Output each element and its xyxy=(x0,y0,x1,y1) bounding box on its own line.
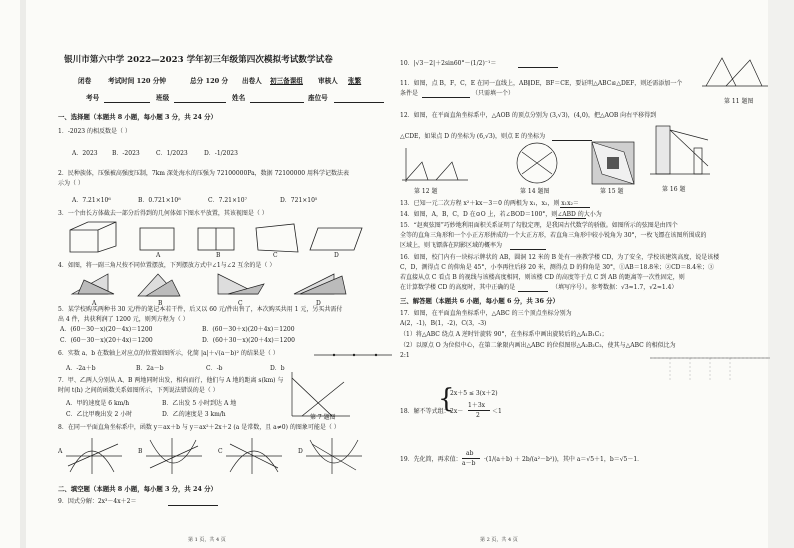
q3-figures xyxy=(68,220,368,254)
q8-label-b: B xyxy=(138,448,143,455)
question-15-line3: 区域上，则飞镖落在阴影区域的概率为 xyxy=(400,242,503,249)
meta-reviewer-label: 审核人 xyxy=(318,77,338,85)
q19-denominator: a－b xyxy=(462,460,476,467)
q6-option-c: C．-b xyxy=(206,365,223,372)
question-13: 13．已知一元二次方程 x²＋kx－3＝0 的两根为 x₁，x₂，则 x₁x₂＝ xyxy=(400,200,579,207)
q7-option-d: D．乙的速度是 3 km/h xyxy=(162,411,226,418)
q8-label-a: A xyxy=(58,448,63,455)
q4-label-c: C xyxy=(238,300,243,307)
q4-triangle-set-c xyxy=(218,274,264,294)
q5-option-b: B．(60－30＋x)(20＋4x)＝1200 xyxy=(202,326,295,333)
q15-zhaoshuang-figure xyxy=(590,140,636,186)
q18-inequality-1: 2x＋5 ≤ 3(x＋2) xyxy=(450,390,498,397)
question-7-line2: 时间 t(h) 之间的函数关系如图所示，下列说法错误的是（ ） xyxy=(58,387,219,394)
q12-figure xyxy=(400,146,470,186)
question-12-line1: 12．如图，在平面直角坐标系中，△AOB 的顶点分别为 (3,√3)，(4,0)，把△AOB 向右平移得到 xyxy=(400,112,657,119)
field-seat: 座位号 xyxy=(308,94,328,102)
q19-fraction-bar xyxy=(462,458,480,459)
q2-option-b: B．0.721×10⁸ xyxy=(138,197,181,204)
q7-graph xyxy=(288,370,352,420)
q3-label-a: A xyxy=(156,252,161,259)
q6-number-line xyxy=(314,350,394,360)
q16-building-figure xyxy=(650,120,710,178)
question-5-line2: 出 4 件，共获利润了 1200 元，则列方程为（ ） xyxy=(58,316,189,323)
q3-view-b xyxy=(198,228,234,250)
q9-answer-line[interactable] xyxy=(168,505,218,506)
right-column xyxy=(400,0,786,548)
page-footer-left: 第 1 页，共 4 页 xyxy=(188,537,226,543)
meta-score: 总分 120 分 xyxy=(190,77,229,85)
question-16-line1: 16．如图，校门内有一块标示牌状的 AB，圆洞 12 米的 B 处有一座教学楼 CD，为了安全，学校该建筑高度，说是该楼 xyxy=(400,254,720,261)
q3-label-b: B xyxy=(216,252,221,259)
q18-inequality-2-right: ＜1 xyxy=(492,408,502,415)
question-4: 4．如图，将一副三角尺按不同位置摆放，下列摆放方式中∠1与∠2 互余的是（ ） xyxy=(58,262,276,269)
q7-option-a: A．甲的速度是 6 km/h xyxy=(66,400,130,407)
q7-option-b: B．乙出发 5 小时到达 A 地 xyxy=(162,400,237,407)
q6-option-a: A．-2a＋b xyxy=(66,365,96,372)
q4-triangle-set-b xyxy=(138,274,180,296)
question-2-line2: 示为（ ） xyxy=(58,180,84,187)
question-18: 18．解不等式组： xyxy=(400,408,450,415)
fig-16-caption: 第 16 题 xyxy=(662,186,686,193)
q1-option-b: B．-2023 xyxy=(112,150,140,157)
question-16-line3: 若直接从点 C 看点 B 的视线与该楼高度相同，则该楼 CD 的高度等于点 C 到 AB 的距离等一次性固定，则 xyxy=(400,274,685,281)
q5-option-d: D．(60＋30－x)(20＋4x)＝1200 xyxy=(202,337,295,344)
question-10: 10．|√3－2|＋2sin60°－(1/2)⁻¹＝ xyxy=(400,60,497,67)
q14-circle-figure xyxy=(512,138,562,188)
q18-brace: { xyxy=(438,384,455,414)
question-15-line2: 全等的直角三角形和一个小正方形拼成的一个大正方形，若直角三角形中较小锐角为 30°，一枚飞镖在该图所围成的 xyxy=(400,232,707,239)
q19-numerator: ab xyxy=(466,450,474,457)
q1-option-d: D．-1/2023 xyxy=(204,150,238,157)
q7-option-c: C．乙比甲晚出发 2 小时 xyxy=(66,411,133,418)
meta-time: 考试时间 120 分钟 xyxy=(108,77,166,85)
q11-figure xyxy=(700,52,770,92)
question-17-line2: A(2，-1)，B(1，-2)，C(3，-3) xyxy=(400,320,487,327)
question-11-line2: 条件是 xyxy=(400,90,419,97)
q3-label-c: C xyxy=(273,252,278,259)
question-9: 9．因式分解：2x³－4x＋2＝ xyxy=(58,498,137,505)
question-12-line2: △CDE，如果点 D 的坐标为 (6,√3)，则点 E 的坐标为 xyxy=(400,133,546,140)
question-14: 14．如图，A，B，C，D 在⊙O 上，若∠BOD＝100°，则∠ABD 的大小为 xyxy=(400,211,602,218)
question-2-line1: 2．民种族体，压强被高强度压制，7km 深处海水的压强为 72100000Pa，数据 72100000 用科学记数法表 xyxy=(58,170,350,177)
q18-fraction-bar xyxy=(468,410,490,411)
scan-shadow xyxy=(20,0,26,548)
q4-triangle-set-d xyxy=(294,274,346,294)
fig-12-caption: 第 12 题 xyxy=(414,188,438,195)
question-7-line1: 7．甲、乙两人分别从 A、B 两地同时出发，相向而行，他们与 A 地的距离 s(km) 与 xyxy=(58,377,284,384)
q13-answer-line[interactable] xyxy=(560,207,590,208)
q4-label-d: D xyxy=(316,300,321,307)
fig-14-caption: 第 14 题图 xyxy=(520,188,550,195)
page-footer-right: 第 2 页，共 4 页 xyxy=(480,537,518,543)
question-16-line4: 在计算数学楼 CD 的高度时，其中正确的是 xyxy=(400,284,516,291)
q18-fraction-denominator: 2 xyxy=(476,412,480,419)
question-5-line1: 5．某学校购买两种书 30 元/件的笔记本若干件，后又以 60 元/件出售了，本次购买共用 1 元，另买共需付 xyxy=(58,306,343,313)
q19-expression: ·(1/(a＋b) ＋ 2b/(a²－b²))，其中 a＝√5＋1，b＝√5－1． xyxy=(484,456,644,463)
q8-graphs xyxy=(62,436,362,476)
section-1-heading: 一、选择题（本题共 8 小题，每小题 3 分，共 24 分） xyxy=(58,113,217,121)
q11-answer-line[interactable] xyxy=(422,97,470,98)
section-2-heading: 二、填空题（本题共 8 小题，每小题 3 分，共 24 分） xyxy=(58,485,217,493)
question-8: 8．在同一平面直角坐标系中，函数 y＝ax＋b 与 y＝ax²＋2x＋2 (a 是常数，且 a≠0) 的图象可能是（ ） xyxy=(58,424,340,431)
q7-line-yi xyxy=(302,382,344,416)
q6-option-b: B．2a－b xyxy=(136,365,164,372)
q3-solid-figure xyxy=(70,222,116,252)
q8-graph-b xyxy=(146,438,202,474)
q17-grid xyxy=(650,322,770,382)
q3-view-a xyxy=(140,228,174,250)
field-exam-no: 考号 xyxy=(86,94,100,102)
q18-inequality-2-left: 2x－ xyxy=(450,408,464,415)
meta-closed-book: 闭卷 xyxy=(78,77,92,85)
q5-option-c: C．(60－30－x)(20＋4x)＝1200 xyxy=(60,337,153,344)
field-class-line[interactable] xyxy=(174,102,226,103)
field-class: 班级 xyxy=(156,94,170,102)
question-3: 3．一个由长方体截去一部分后得到的几何体如下图水平放置，其该视图是（ ） xyxy=(58,210,268,217)
fig-15-caption: 第 15 题 xyxy=(600,188,624,195)
question-11-line1: 11．如图，点 B，F，C，E 在同一直线上，AB∥DE，BF＝CE，要证明△ABC≌△DEF，则还需添加一个 xyxy=(400,80,683,87)
q10-answer-line[interactable] xyxy=(518,67,558,68)
question-17-line4: （2）以原点 O 为位似中心，在第二象限内画出△ABC 的位似图形△A₂B₂C₂，使其与△ABC 的相似比为 xyxy=(400,342,676,349)
q4-figures xyxy=(68,270,368,300)
question-16-line2: C，D，测得点 C 的仰角是 45°，小李再往后移 20 米，测得点 D 的仰角是 30°，①AB＝18.8米；②CD＝8.4米；③ xyxy=(400,264,715,271)
q4-label-b: B xyxy=(158,300,163,307)
q1-option-a: A．2023 xyxy=(72,150,98,157)
q2-option-d: D．721×10⁵ xyxy=(280,197,318,204)
field-seat-line[interactable] xyxy=(334,102,384,103)
question-1: 1．-2023 的相反数是（ ） xyxy=(58,128,131,135)
q14-answer-line[interactable] xyxy=(556,218,586,219)
left-column xyxy=(58,0,394,548)
q4-triangle-set-a xyxy=(72,274,114,294)
question-17-line3: （1）将△ABC 绕点 A 逆时针旋转 90°，在坐标系中画出旋转后的△A₁B₁C₁； xyxy=(400,331,608,338)
field-name: 姓名 xyxy=(232,94,246,102)
q8-label-d: D xyxy=(298,448,303,455)
field-name-line[interactable] xyxy=(250,102,304,103)
q7-figure-caption: 第 7 题图 xyxy=(310,414,336,421)
question-19: 19．先化简，再求值： xyxy=(400,456,462,463)
meta-author-label: 出卷人 xyxy=(242,77,262,85)
q8-graph-a xyxy=(66,438,122,474)
exam-title: 银川市第六中学 2022—2023 学年初三年级第四次模拟考试数学试卷 xyxy=(64,55,333,65)
q6-option-d: D．b xyxy=(270,365,285,372)
q3-label-d: D xyxy=(334,252,339,259)
question-15-line1: 15．“赵爽弦图”巧妙地利用面积关系证明了勾股定理，是我国古代数学的骄傲。如图所示的弦图是由四个 xyxy=(400,222,678,229)
q11-figure-caption: 第 11 题图 xyxy=(724,98,754,105)
meta-reviewer: 张繁 xyxy=(348,77,362,85)
q1-option-c: C．1/2023 xyxy=(156,150,188,157)
meta-author: 初三备课组 xyxy=(270,77,303,85)
q8-label-c: C xyxy=(218,448,223,455)
q15-answer-line[interactable] xyxy=(510,249,546,250)
q4-label-a: A xyxy=(92,300,97,307)
question-17-line1: 17．如图，在平面直角坐标系中，△ABC 的三个顶点坐标分别为 xyxy=(400,310,572,317)
q5-option-a: A．(60－30－x)(20－4x)＝1200 xyxy=(60,326,153,333)
q8-graph-c xyxy=(226,438,282,474)
question-11-line3: （只需填一个） xyxy=(472,90,515,97)
question-17-line5: 2:1 xyxy=(400,352,410,359)
question-6: 6．实数 a、b 在数轴上对应点的位置如图所示，化简 |a|＋√(a－b)² 的结果是（ ） xyxy=(58,350,279,357)
q3-view-c xyxy=(256,224,298,252)
q2-option-a: A．7.21×10⁶ xyxy=(72,197,111,204)
q2-option-c: C．7.21×10⁷ xyxy=(208,197,248,204)
question-16-line5: （填写序号）。参考数据：√3≈1.7，√2≈1.4） xyxy=(552,284,678,291)
section-3-heading: 三、解答题（本题共 6 小题，每小题 6 分，共 36 分） xyxy=(400,297,559,305)
q16-answer-line[interactable] xyxy=(518,291,548,292)
q3-view-d xyxy=(310,228,362,250)
q18-fraction-numerator: 1＋3x xyxy=(468,402,486,409)
q8-graph-d xyxy=(306,438,362,474)
field-exam-no-line[interactable] xyxy=(104,102,150,103)
